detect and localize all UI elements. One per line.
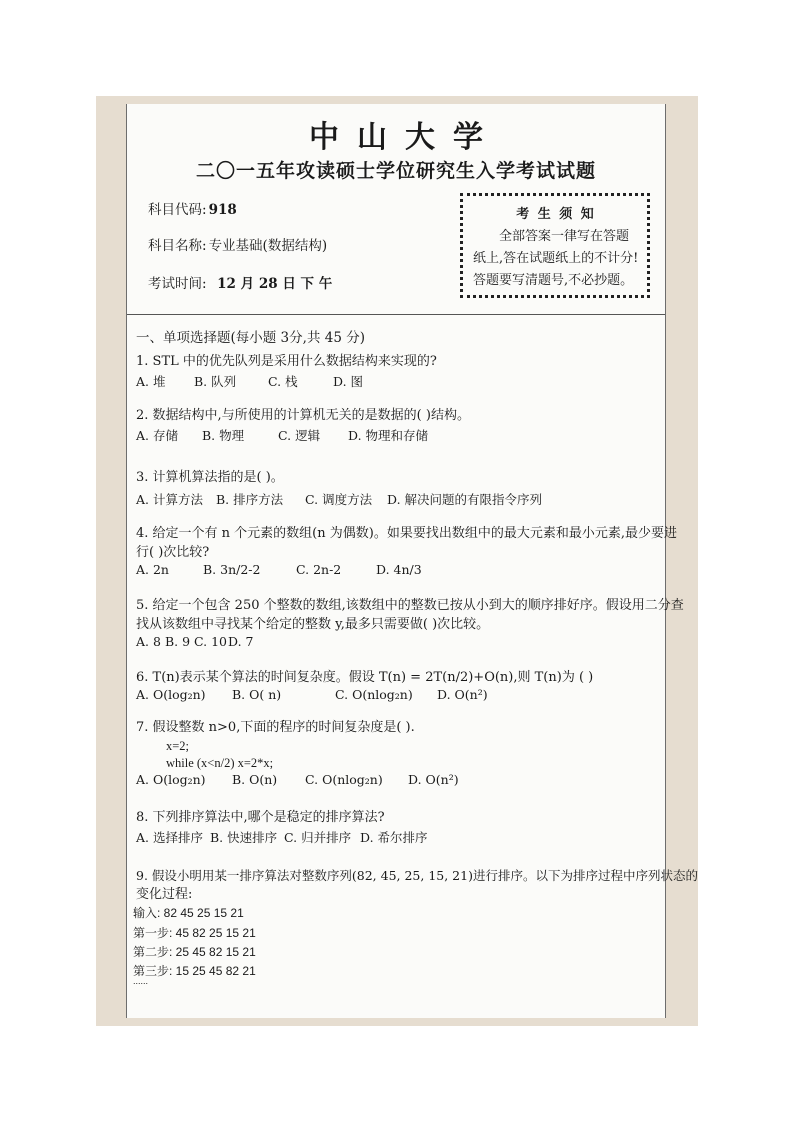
exam-paper	[126, 104, 698, 1018]
option-c: C. 栈	[268, 374, 298, 389]
question-8-options	[136, 828, 428, 846]
option-b: B. O( n)	[232, 687, 282, 702]
option-c: C. 10	[194, 634, 227, 649]
question-2-stem: 2. 数据结构中,与所使用的计算机无关的是数据的( )结构。	[136, 408, 470, 423]
notice-title: 考 生 须 知	[516, 207, 596, 222]
question-8-stem: 8. 下列排序算法中,哪个是稳定的排序算法?	[136, 810, 385, 825]
question-4-options	[136, 562, 422, 577]
section-title: 一、单项选择题(每小题 3分,共 45 分)	[136, 330, 365, 346]
notice-body: 全部答案一律写在答题纸上,答在试题纸上的不计分!答题要写清题号,不必抄题。	[473, 229, 639, 288]
question-7-options	[136, 772, 459, 787]
question-5-options	[136, 634, 253, 649]
exam-time-line	[148, 272, 332, 292]
option-c: C. 逻辑	[278, 428, 321, 443]
question-7-code-line-1: x=2;	[166, 739, 190, 753]
question-3-stem: 3. 计算机算法指的是( )。	[136, 470, 284, 485]
question-9-stem-continued: 变化过程:	[136, 887, 193, 902]
question-5-stem-continued: 找从该数组中寻找某个给定的整数 y,最多只需要做( )次比较。	[136, 617, 490, 632]
option-d: D. 7	[228, 634, 254, 649]
option-b: B. 队列	[194, 374, 237, 389]
subject-code: 918	[208, 202, 237, 218]
sort-step-ellipsis: ......	[133, 976, 149, 986]
subject-code-line	[148, 198, 237, 218]
sort-step-input: 输入: 82 45 25 15 21	[133, 906, 244, 920]
option-a: A. O(log₂n)	[136, 772, 206, 787]
option-b: B. 3n/2-2	[203, 562, 261, 577]
sort-step-3: 第三步: 15 25 45 82 21	[133, 964, 256, 978]
question-6-stem: 6. T(n)表示某个算法的时间复杂度。假设 T(n) = 2T(n/2)+O(n),则 T(n)为 ( )	[136, 670, 594, 685]
question-7-stem: 7. 假设整数 n>0,下面的程序的时间复杂度是( ).	[136, 720, 415, 735]
question-7-code-line-2: while (x<n/2) x=2*x;	[166, 756, 274, 770]
option-b: B. 9	[165, 634, 191, 649]
option-d: D. O(n²)	[437, 687, 488, 702]
candidate-notice-box	[460, 193, 650, 298]
question-3-options	[136, 490, 542, 508]
option-d: D. 4n/3	[376, 562, 422, 577]
question-9-stem: 9. 假设小明用某一排序算法对整数序列(82, 45, 25, 15, 21)进行排序。以下为排序过程中序列状态的	[136, 868, 698, 883]
option-b: B. 快速排序	[210, 830, 278, 845]
sort-step-1: 第一步: 45 82 25 15 21	[133, 926, 256, 940]
subject-code-label: 科目代码:	[148, 202, 207, 218]
option-a: A. 2n	[136, 562, 169, 577]
question-5-stem: 5. 给定一个包含 250 个整数的数组,该数组中的整数已按从小到大的顺序排好序。假设用二分查	[136, 598, 684, 613]
option-d: D. 解决问题的有限指令序列	[387, 492, 543, 507]
subject-name-line	[148, 234, 327, 254]
question-1-stem: 1. STL 中的优先队列是采用什么数据结构来实现的?	[136, 354, 437, 369]
exam-time: 12 月 28 日 下 午	[217, 276, 333, 292]
option-c: C. O(nlog₂n)	[305, 772, 383, 787]
option-d: D. 图	[333, 374, 364, 389]
option-b: B. 物理	[202, 428, 245, 443]
option-a: A. 8	[136, 634, 161, 649]
option-c: C. 归并排序	[284, 830, 352, 845]
option-a: A. 存储	[136, 428, 178, 443]
option-a: A. 堆	[136, 374, 166, 389]
option-d: D. 物理和存储	[348, 428, 429, 443]
question-4-stem-continued: 行( )次比较?	[136, 545, 210, 560]
option-d: D. 希尔排序	[360, 830, 428, 845]
option-d: D. O(n²)	[408, 772, 459, 787]
option-b: B. 排序方法	[216, 492, 284, 507]
divider	[127, 314, 665, 315]
option-a: A. O(log₂n)	[136, 687, 206, 702]
option-c: C. 2n-2	[296, 562, 342, 577]
question-2-options	[136, 426, 428, 444]
question-4-stem: 4. 给定一个有 n 个元素的数组(n 为偶数)。如果要找出数组中的最大元素和最小元素,最少要进	[136, 526, 677, 541]
subject-name: 专业基础(数据结构)	[208, 238, 328, 254]
option-c: C. O(nlog₂n)	[335, 687, 413, 702]
exam-title: 二〇一五年攻读硕士学位研究生入学考试试题	[195, 160, 596, 182]
subject-name-label: 科目名称:	[148, 238, 207, 254]
option-b: B. O(n)	[232, 772, 278, 787]
exam-time-label: 考试时间:	[148, 276, 207, 292]
option-a: A. 计算方法	[136, 492, 203, 507]
sort-step-2: 第二步: 25 45 82 15 21	[133, 945, 256, 959]
university-title: 中山大学	[309, 120, 501, 155]
question-1-options	[136, 372, 363, 390]
option-c: C. 调度方法	[305, 492, 373, 507]
option-a: A. 选择排序	[136, 830, 203, 845]
question-6-options	[136, 687, 488, 702]
